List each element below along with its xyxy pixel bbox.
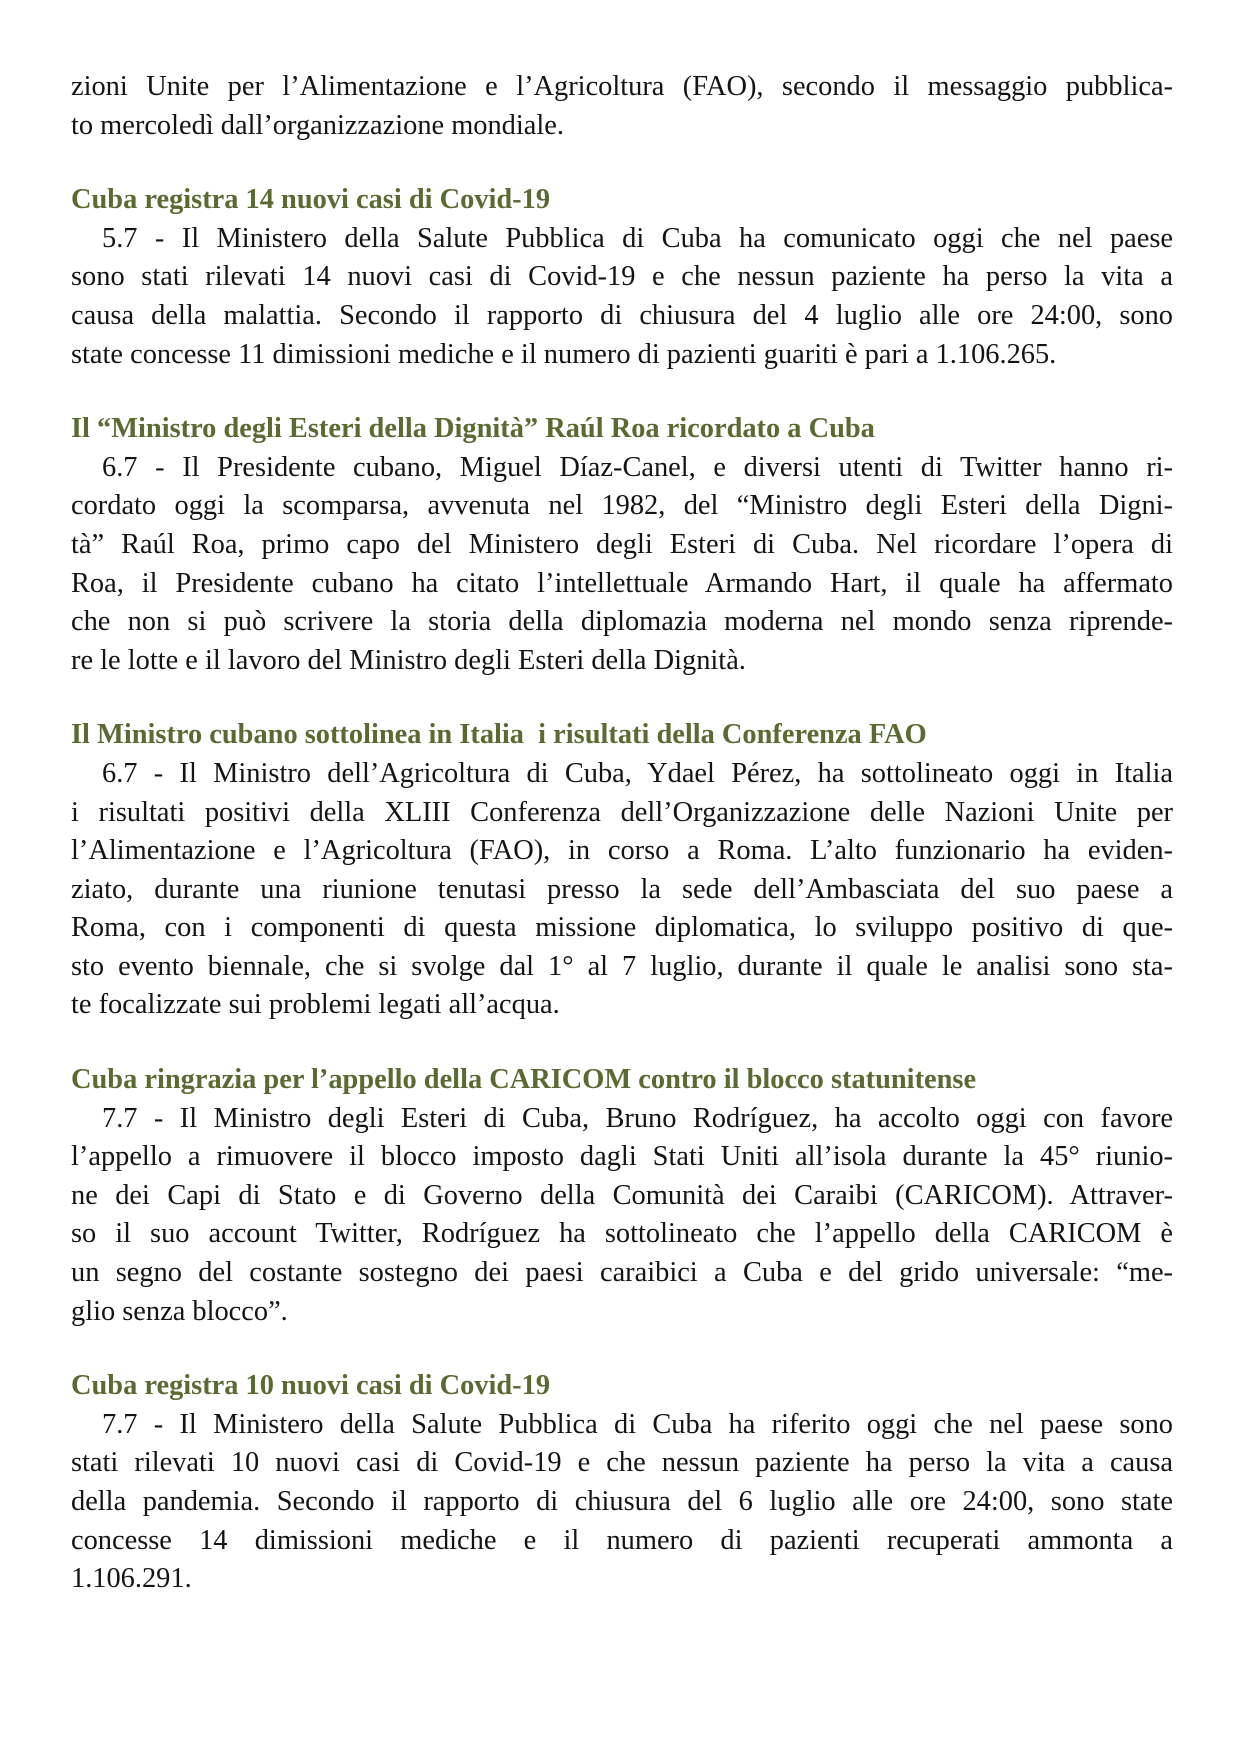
text-line: l’appello a rimuovere il blocco imposto dagli Stati Uniti all’isola durante la 45° riunio- — [71, 1141, 1173, 1173]
text-line: concesse 14 dimissioni mediche e il numero di pazienti recuperati ammonta a — [71, 1524, 1173, 1556]
text-line: i risultati positivi della XLIII Conferenza dell’Organizzazione delle Nazioni Unite per — [71, 796, 1173, 828]
intro-paragraph — [71, 68, 1173, 145]
article-body — [71, 220, 1173, 374]
text-line: 6.7 - Il Ministro dell’Agricoltura di Cuba, Ydael Pérez, ha sottolineato oggi in Italia — [102, 757, 1173, 789]
article-body — [71, 449, 1173, 681]
text-line: causa della malattia. Secondo il rapporto di chiusura del 4 luglio alle ore 24:00, sono — [71, 299, 1173, 331]
text-line: 7.7 - Il Ministero della Salute Pubblica di Cuba ha riferito oggi che nel paese sono — [102, 1408, 1173, 1440]
text-line: 6.7 - Il Presidente cubano, Miguel Díaz-Canel, e diversi utenti di Twitter hanno ri- — [102, 451, 1173, 483]
article-body — [71, 755, 1173, 1025]
article-title: Cuba registra 10 nuovi casi di Covid-19 — [71, 1370, 551, 1402]
text-line: tà” Raúl Roa, primo capo del Ministero degli Esteri di Cuba. Nel ricordare l’opera di — [71, 528, 1173, 560]
article-title: Il “Ministro degli Esteri della Dignità” Raúl Roa ricordato a Cuba — [71, 413, 875, 445]
text-line: te focalizzate sui problemi legati all’acqua. — [71, 989, 560, 1021]
text-line: glio senza blocco”. — [71, 1295, 288, 1327]
text-line: to mercoledì dall’organizzazione mondiale. — [71, 109, 564, 141]
text-line: 1.106.291. — [71, 1563, 192, 1595]
document-page — [71, 68, 1173, 1599]
text-line: l’Alimentazione e l’Agricoltura (FAO), in corso a Roma. L’alto funzionario ha eviden- — [71, 835, 1173, 867]
article-caricom — [71, 1061, 1173, 1331]
text-line: so il suo account Twitter, Rodríguez ha sottolineato che l’appello della CARICOM è — [71, 1218, 1173, 1250]
text-line: state concesse 11 dimissioni mediche e il numero di pazienti guariti è pari a 1.106.265. — [71, 338, 1057, 370]
article-title: Cuba ringrazia per l’appello della CARICOM contro il blocco statunitense — [71, 1064, 977, 1096]
article-covid-10 — [71, 1367, 1173, 1599]
article-body — [71, 1406, 1173, 1599]
text-line: stati rilevati 10 nuovi casi di Covid-19 e che nessun paziente ha perso la vita a causa — [71, 1447, 1173, 1479]
text-line: ziato, durante una riunione tenutasi presso la sede dell’Ambasciata del suo paese a — [71, 873, 1173, 905]
text-line: che non si può scrivere la storia della diplomazia moderna nel mondo senza riprende- — [71, 606, 1173, 638]
text-line: Roma, con i componenti di questa missione diplomatica, lo sviluppo positivo di que- — [71, 912, 1173, 944]
article-title: Il Ministro cubano sottolinea in Italia i risultati della Conferenza FAO — [71, 719, 927, 751]
article-covid-14 — [71, 181, 1173, 374]
text-line: zioni Unite per l’Alimentazione e l’Agricoltura (FAO), secondo il messaggio pubblica- — [71, 71, 1173, 102]
article-fao-conference — [71, 716, 1173, 1025]
article-title: Cuba registra 14 nuovi casi di Covid-19 — [71, 184, 551, 216]
text-line: cordato oggi la scomparsa, avvenuta nel 1982, del “Ministro degli Esteri della Digni- — [71, 490, 1173, 522]
text-line: ne dei Capi di Stato e di Governo della Comunità dei Caraibi (CARICOM). Attraver- — [71, 1179, 1173, 1211]
article-raul-roa — [71, 410, 1173, 680]
text-line: della pandemia. Secondo il rapporto di chiusura del 6 luglio alle ore 24:00, sono state — [71, 1486, 1173, 1517]
text-line: 7.7 - Il Ministro degli Esteri di Cuba, Bruno Rodríguez, ha accolto oggi con favore — [102, 1102, 1173, 1134]
text-line: sono stati rilevati 14 nuovi casi di Covid-19 e che nessun paziente ha perso la vita a — [71, 261, 1173, 293]
text-line: un segno del costante sostegno dei paesi caraibici a Cuba e del grido universale: “me- — [71, 1257, 1173, 1289]
text-line: Roa, il Presidente cubano ha citato l’intellettuale Armando Hart, il quale ha affermato — [71, 567, 1173, 599]
text-line: sto evento biennale, che si svolge dal 1° al 7 luglio, durante il quale le analisi sono sta- — [71, 950, 1173, 982]
text-line: 5.7 - Il Ministero della Salute Pubblica di Cuba ha comunicato oggi che nel paese — [102, 222, 1173, 254]
article-body — [71, 1100, 1173, 1332]
text-line: re le lotte e il lavoro del Ministro degli Esteri della Dignità. — [71, 644, 746, 676]
